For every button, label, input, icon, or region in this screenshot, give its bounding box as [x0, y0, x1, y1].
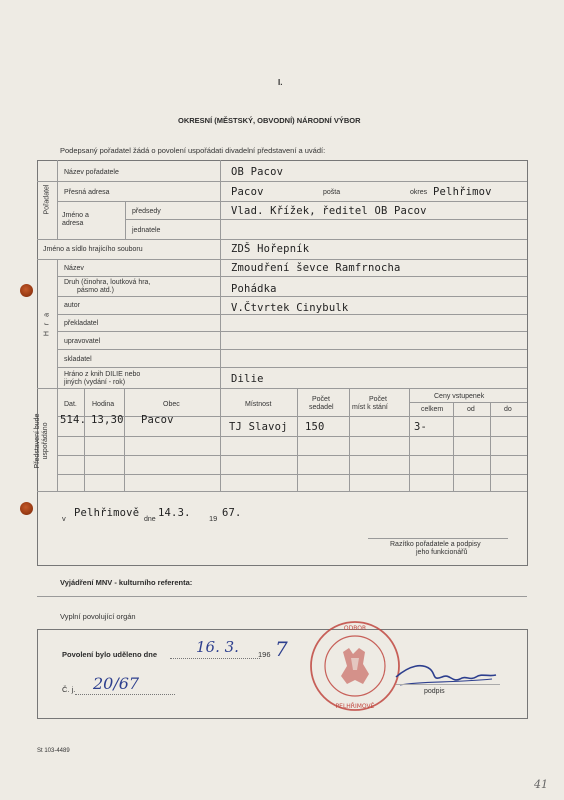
authority-title: OKRESNÍ (MĚSTSKÝ, OBVODNÍ) NÁRODNÍ VÝBOR	[178, 116, 361, 125]
row-obec: Pacov	[141, 414, 174, 426]
official-stamp	[307, 618, 403, 714]
row-mistnost: TJ Slavoj	[229, 421, 288, 433]
page-number: 41	[534, 778, 548, 791]
row-celkem: 3-	[414, 421, 428, 433]
label-okres: okres	[410, 189, 428, 196]
col-obec: Obec	[163, 401, 180, 408]
label-druh-1: Druh (činohra, loutková hra,	[64, 279, 151, 286]
label-cj: Č. j.	[62, 685, 76, 694]
col-od: od	[467, 406, 475, 413]
col-pocet-mist-1: Počet	[369, 396, 387, 403]
label-predsedy: předsedy	[132, 208, 161, 215]
label-podpis: podpis	[424, 688, 445, 695]
label-rok-prefix: 19	[209, 514, 218, 523]
col-mistnost: Místnost	[245, 401, 272, 408]
label-jmeno-a-adresa: Jméno a adresa	[62, 212, 89, 227]
value-misto: Pelhřimově	[74, 507, 140, 519]
punch-hole-bottom	[20, 502, 33, 515]
svg-text:PELHŘIMOVĚ: PELHŘIMOVĚ	[335, 703, 375, 710]
col-pocet-sedadel-1: Počet	[312, 396, 330, 403]
label-druh-2: pásmo atd.)	[77, 287, 114, 294]
value-druh: Pohádka	[231, 283, 277, 295]
value-predsedy: Vlad. Křížek, ředitel OB Pacov	[231, 205, 427, 217]
label-nazev-poradatele: Název pořadatele	[64, 169, 119, 176]
label-povoleni: Povolení bylo uděleno dne	[62, 650, 158, 659]
razitko-label-1: Razítko pořadatele a podpisy	[390, 541, 481, 548]
intro-text: Podepsaný pořadatel žádá o povolení uspořádati divadelní představení a uvádí:	[60, 146, 326, 155]
label-povolujici-organ: Vyplní povolující orgán	[60, 612, 136, 621]
col-hodina: Hodina	[92, 401, 115, 408]
row-sedadel: 150	[305, 421, 325, 433]
value-nazev-poradatele: OB Pacov	[231, 166, 284, 178]
value-autor: V.Čtvrtek Cinybulk	[231, 302, 349, 314]
razitko-label-2: jeho funkcionářů	[416, 549, 468, 556]
label-nazev-hry: Název	[64, 265, 84, 272]
value-soubor: ZDŠ Hořepník	[231, 243, 310, 255]
label-posta: pošta	[323, 189, 341, 196]
form-code: St 103-4489	[37, 748, 70, 754]
form-number: I.	[278, 78, 283, 87]
label-skladatel: skladatel	[64, 356, 92, 363]
row-hodina: 13,30	[91, 414, 124, 426]
col-celkem: celkem	[421, 406, 444, 413]
label-jednatele: jednatele	[132, 227, 161, 234]
col-pocet-sedadel-2: sedadel	[309, 404, 334, 411]
value-nazev-hry: Zmoudření ševce Ramfrnocha	[231, 262, 401, 274]
label-dilie-1: Hráno z knih DILIE nebo	[64, 371, 141, 378]
label-autor: autor	[64, 302, 80, 309]
value-okres: Pelhřimov	[433, 186, 492, 198]
application-form-frame	[37, 160, 528, 566]
value-cj: 20/67	[93, 674, 140, 693]
col-do: do	[504, 406, 512, 413]
svg-text:ODBOR: ODBOR	[343, 625, 367, 632]
label-povoleni-rok: 196	[258, 650, 271, 659]
label-soubor: Jméno a sídlo hrajícího souboru	[43, 246, 143, 253]
label-v: v	[62, 514, 66, 523]
label-upravovatel: upravovatel	[64, 338, 101, 345]
label-prekladatel: překladatel	[64, 320, 99, 327]
value-datum: 14.3.	[158, 507, 191, 519]
label-dne: dne	[144, 516, 156, 523]
col-dat: Dat.	[64, 401, 77, 408]
value-presna-adresa: Pacov	[231, 186, 264, 198]
col-pocet-mist-2: míst k stání	[352, 404, 388, 411]
section-label-hra: H r a	[43, 310, 51, 337]
label-dilie-2: jiných (vydání - rok)	[64, 379, 126, 386]
col-ceny-vstupenek: Ceny vstupenek	[434, 393, 485, 400]
row-dat: 514.	[60, 414, 87, 426]
label-mnv: Vyjádření MNV - kulturního referenta:	[60, 578, 193, 587]
signature-mark	[392, 655, 502, 695]
value-povoleni-rok: 7	[275, 637, 288, 661]
value-dilie: Dilie	[231, 373, 264, 385]
punch-hole-top	[20, 284, 33, 297]
section-label-poradatel: Pořadatel	[43, 184, 51, 215]
label-presna-adresa: Přesná adresa	[64, 189, 110, 196]
section-label-predstaveni: Představení bude uspořádáno	[34, 413, 49, 469]
value-povoleni-datum: 16. 3.	[196, 638, 239, 656]
value-rok: 67.	[222, 507, 242, 519]
